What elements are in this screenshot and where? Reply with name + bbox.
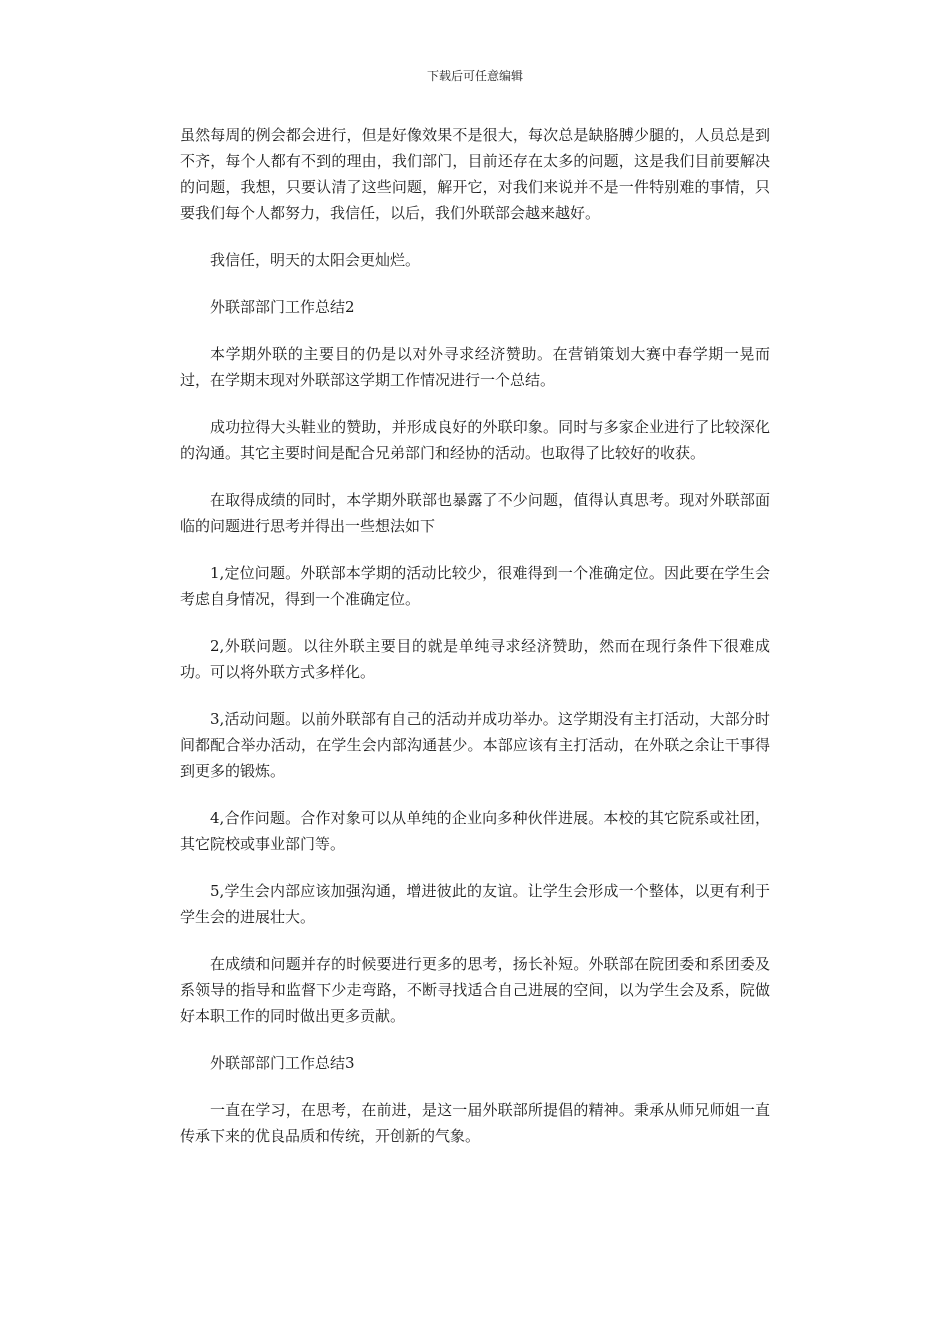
document-body bbox=[180, 122, 770, 1170]
paragraph-4: 成功拉得大头鞋业的赞助，并形成良好的外联印象。同时与多家企业进行了比较深化的沟通。其它主要时间是配合兄弟部门和经协的活动。也取得了比较好的收获。 bbox=[180, 418, 770, 462]
list-item-4: 4,合作问题。合作对象可以从单纯的企业向多种伙伴进展。本校的其它院系或社团，其它院校或事业部门等。 bbox=[180, 809, 770, 853]
page-header: 下载后可任意编辑 bbox=[426, 69, 523, 83]
section-heading-3: 外联部部门工作总结3 bbox=[210, 1054, 355, 1072]
paragraph-5: 在取得成绩的同时，本学期外联部也暴露了不少问题，值得认真思考。现对外联部面临的问题进行思考并得出一些想法如下 bbox=[180, 491, 770, 535]
list-item-1: 1,定位问题。外联部本学期的活动比较少，很难得到一个准确定位。因此要在学生会考虑自身情况，得到一个准确定位。 bbox=[180, 564, 770, 608]
list-item-3: 3,活动问题。以前外联部有自己的活动并成功举办。这学期没有主打活动，大部分时间都配合举办活动，在学生会内部沟通甚少。本部应该有主打活动，在外联之余让干事得到更多的锻炼。 bbox=[180, 710, 770, 780]
list-item-2: 2,外联问题。以往外联主要目的就是单纯寻求经济赞助，然而在现行条件下很难成功。可以将外联方式多样化。 bbox=[180, 637, 770, 681]
section-heading-2: 外联部部门工作总结2 bbox=[210, 298, 355, 316]
paragraph-6: 在成绩和问题并存的时候要进行更多的思考，扬长补短。外联部在院团委和系团委及系领导的指导和监督下少走弯路，不断寻找适合自己进展的空间，以为学生会及系，院做好本职工作的同时做出更多贡献。 bbox=[180, 955, 770, 1025]
paragraph-7: 一直在学习，在思考，在前进，是这一届外联部所提倡的精神。秉承从师兄师姐一直传承下来的优良品质和传统，开创新的气象。 bbox=[180, 1101, 770, 1145]
list-item-5: 5,学生会内部应该加强沟通，增进彼此的友谊。让学生会形成一个整体，以更有利于学生会的进展壮大。 bbox=[180, 882, 770, 926]
paragraph-3: 本学期外联的主要目的仍是以对外寻求经济赞助。在营销策划大赛中春学期一晃而过，在学期末现对外联部这学期工作情况进行一个总结。 bbox=[180, 345, 770, 389]
paragraph-1: 虽然每周的例会都会进行，但是好像效果不是很大，每次总是缺胳膊少腿的，人员总是到不齐，每个人都有不到的理由，我们部门，目前还存在太多的问题，这是我们目前要解决的问题，我想，只要认清了这些问题，解开它，对我们来说并不是一件特别难的事情，只要我们每个人都努力，我信任，以后，我们外联部会越来越好。 bbox=[180, 126, 770, 222]
paragraph-2: 我信任，明天的太阳会更灿烂。 bbox=[210, 251, 421, 269]
